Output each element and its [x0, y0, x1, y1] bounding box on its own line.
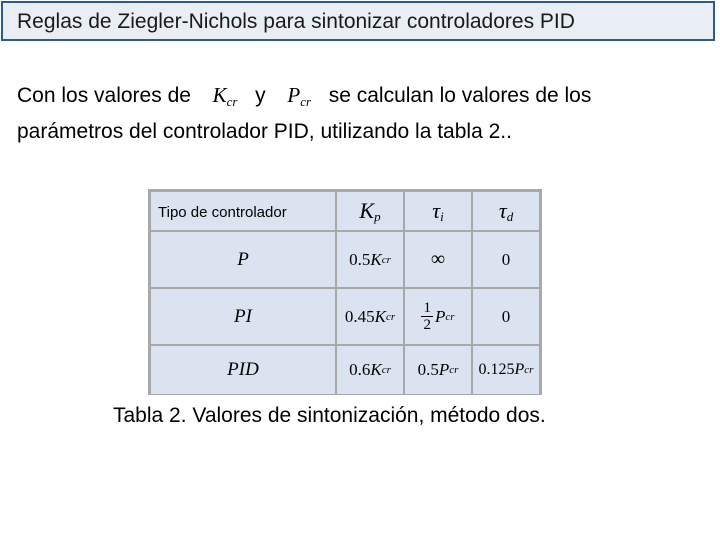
intro-text-1: Con los valores de	[17, 84, 191, 107]
intro-line-2: parámetros del controlador PID, utilizando la tabla 2..	[17, 120, 512, 143]
ziegler-nichols-table	[148, 189, 542, 395]
kcr-symbol: $K_{cr}$	[212, 83, 238, 109]
fraction-one-half: $\frac{1}{2}$	[423, 300, 431, 333]
row-pid-kp: 0.6 K cr	[337, 346, 403, 394]
row-pid-tau-i: 0.5 P cr	[405, 346, 471, 394]
row-pi-controller: PI	[151, 289, 335, 344]
intro-text-2: y	[255, 84, 266, 107]
row-pi-kp: 0.45 K cr	[337, 289, 403, 344]
header-controller-type: Tipo de controlador	[151, 192, 335, 230]
row-pi-tau-i: $\frac{1}{2}$ P cr	[405, 289, 471, 344]
slide-title: Reglas de Ziegler-Nichols para sintonizar controladores PID	[17, 10, 575, 33]
slide-title-box	[1, 1, 715, 41]
header-tau-d: $\tau_d$	[473, 192, 539, 230]
row-p-controller: P	[151, 232, 335, 287]
row-pid-controller: PID	[151, 346, 335, 394]
header-kp: $K_p$	[337, 192, 403, 230]
intro-line-1	[17, 80, 707, 117]
intro-paragraph	[17, 80, 707, 147]
pcr-symbol: $P_{cr}$	[287, 83, 312, 109]
row-p-tau-d: 0	[473, 232, 539, 287]
header-tau-i: $\tau_i$	[405, 192, 471, 230]
row-p-tau-i: ∞	[405, 232, 471, 287]
table-caption: Tabla 2. Valores de sintonización, método dos.	[113, 404, 546, 427]
row-p-kp: 0.5 K cr	[337, 232, 403, 287]
intro-text-3: se calculan lo valores de los	[328, 84, 592, 107]
row-pid-tau-d: 0.125 P cr	[473, 346, 539, 394]
row-pi-tau-d: 0	[473, 289, 539, 344]
